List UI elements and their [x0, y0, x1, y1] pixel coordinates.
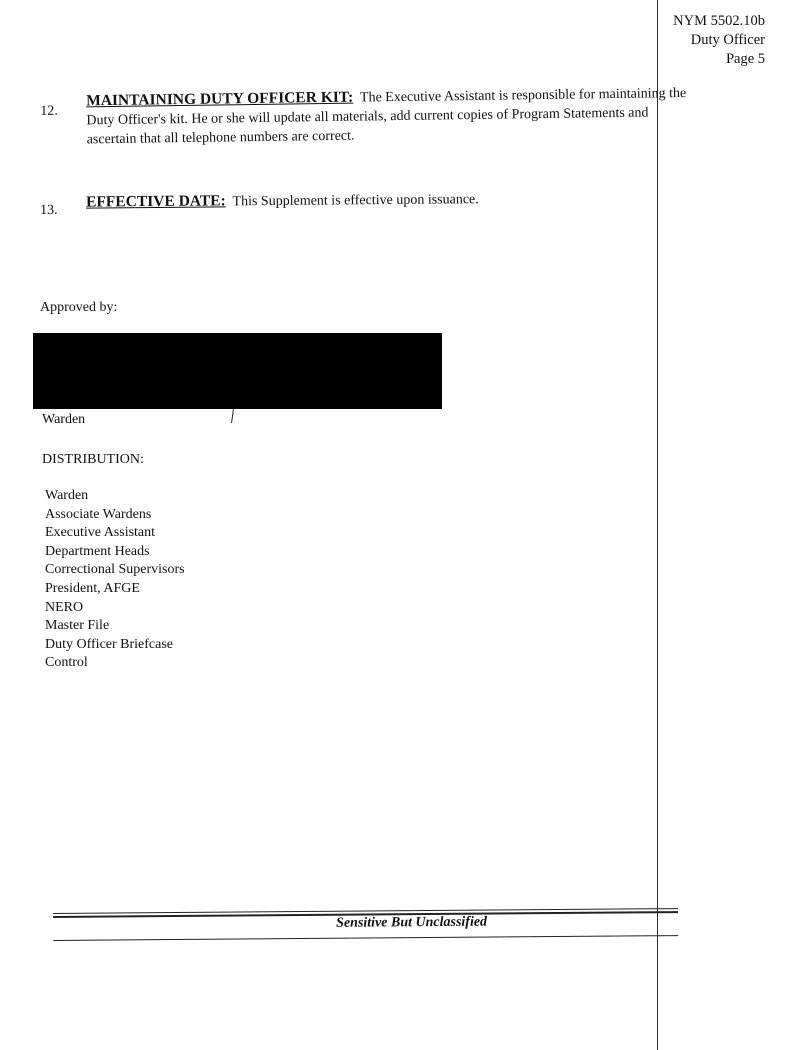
page-footer — [53, 902, 678, 957]
page-number: Page 5 — [725, 51, 765, 67]
redaction-block — [33, 333, 442, 409]
doc-number: NYM 5502.10b — [673, 13, 765, 29]
section-text-line: The Executive Assistant is responsible for maintaining the — [359, 85, 687, 106]
distribution-item: Correctional Supervisors — [45, 562, 185, 578]
section-title: MAINTAINING DUTY OFFICER KIT: — [86, 88, 354, 110]
footer-rule-bottom — [53, 935, 678, 941]
classification-marking: Sensitive But Unclassified — [336, 914, 488, 931]
distribution-item: Master File — [45, 618, 110, 634]
distribution-item: Department Heads — [45, 543, 150, 559]
section-title: EFFECTIVE DATE: — [86, 192, 226, 211]
distribution-item: Warden — [45, 488, 89, 503]
section-text-line: ascertain that all telephone numbers are correct. — [86, 128, 355, 148]
page-header — [673, 12, 765, 69]
distribution-item: Associate Wardens — [45, 506, 152, 522]
distribution-heading: DISTRIBUTION: — [42, 452, 144, 467]
signature-stroke-mark — [231, 409, 234, 423]
section-body — [86, 83, 687, 149]
section-number: 13. — [40, 202, 58, 218]
signer-title: Warden — [42, 412, 86, 427]
distribution-item: Control — [45, 655, 88, 671]
section-text-line: Duty Officer's kit. He or she will update all materials, add current copies of Program Statements and — [86, 105, 649, 129]
section-body — [86, 189, 479, 212]
approved-by-label: Approved by: — [40, 300, 118, 315]
scan-fold-line — [657, 0, 658, 1050]
section-number: 12. — [40, 103, 58, 119]
distribution-item: Executive Assistant — [45, 525, 156, 541]
distribution-item: Duty Officer Briefcase — [45, 636, 174, 652]
section-first-line — [86, 189, 479, 212]
distribution-list — [45, 487, 185, 673]
distribution-item: NERO — [45, 599, 84, 615]
distribution-item: President, AFGE — [45, 580, 140, 596]
section-text-line: This Supplement is effective upon issuance. — [232, 192, 479, 210]
doc-subject: Duty Officer — [690, 32, 765, 48]
